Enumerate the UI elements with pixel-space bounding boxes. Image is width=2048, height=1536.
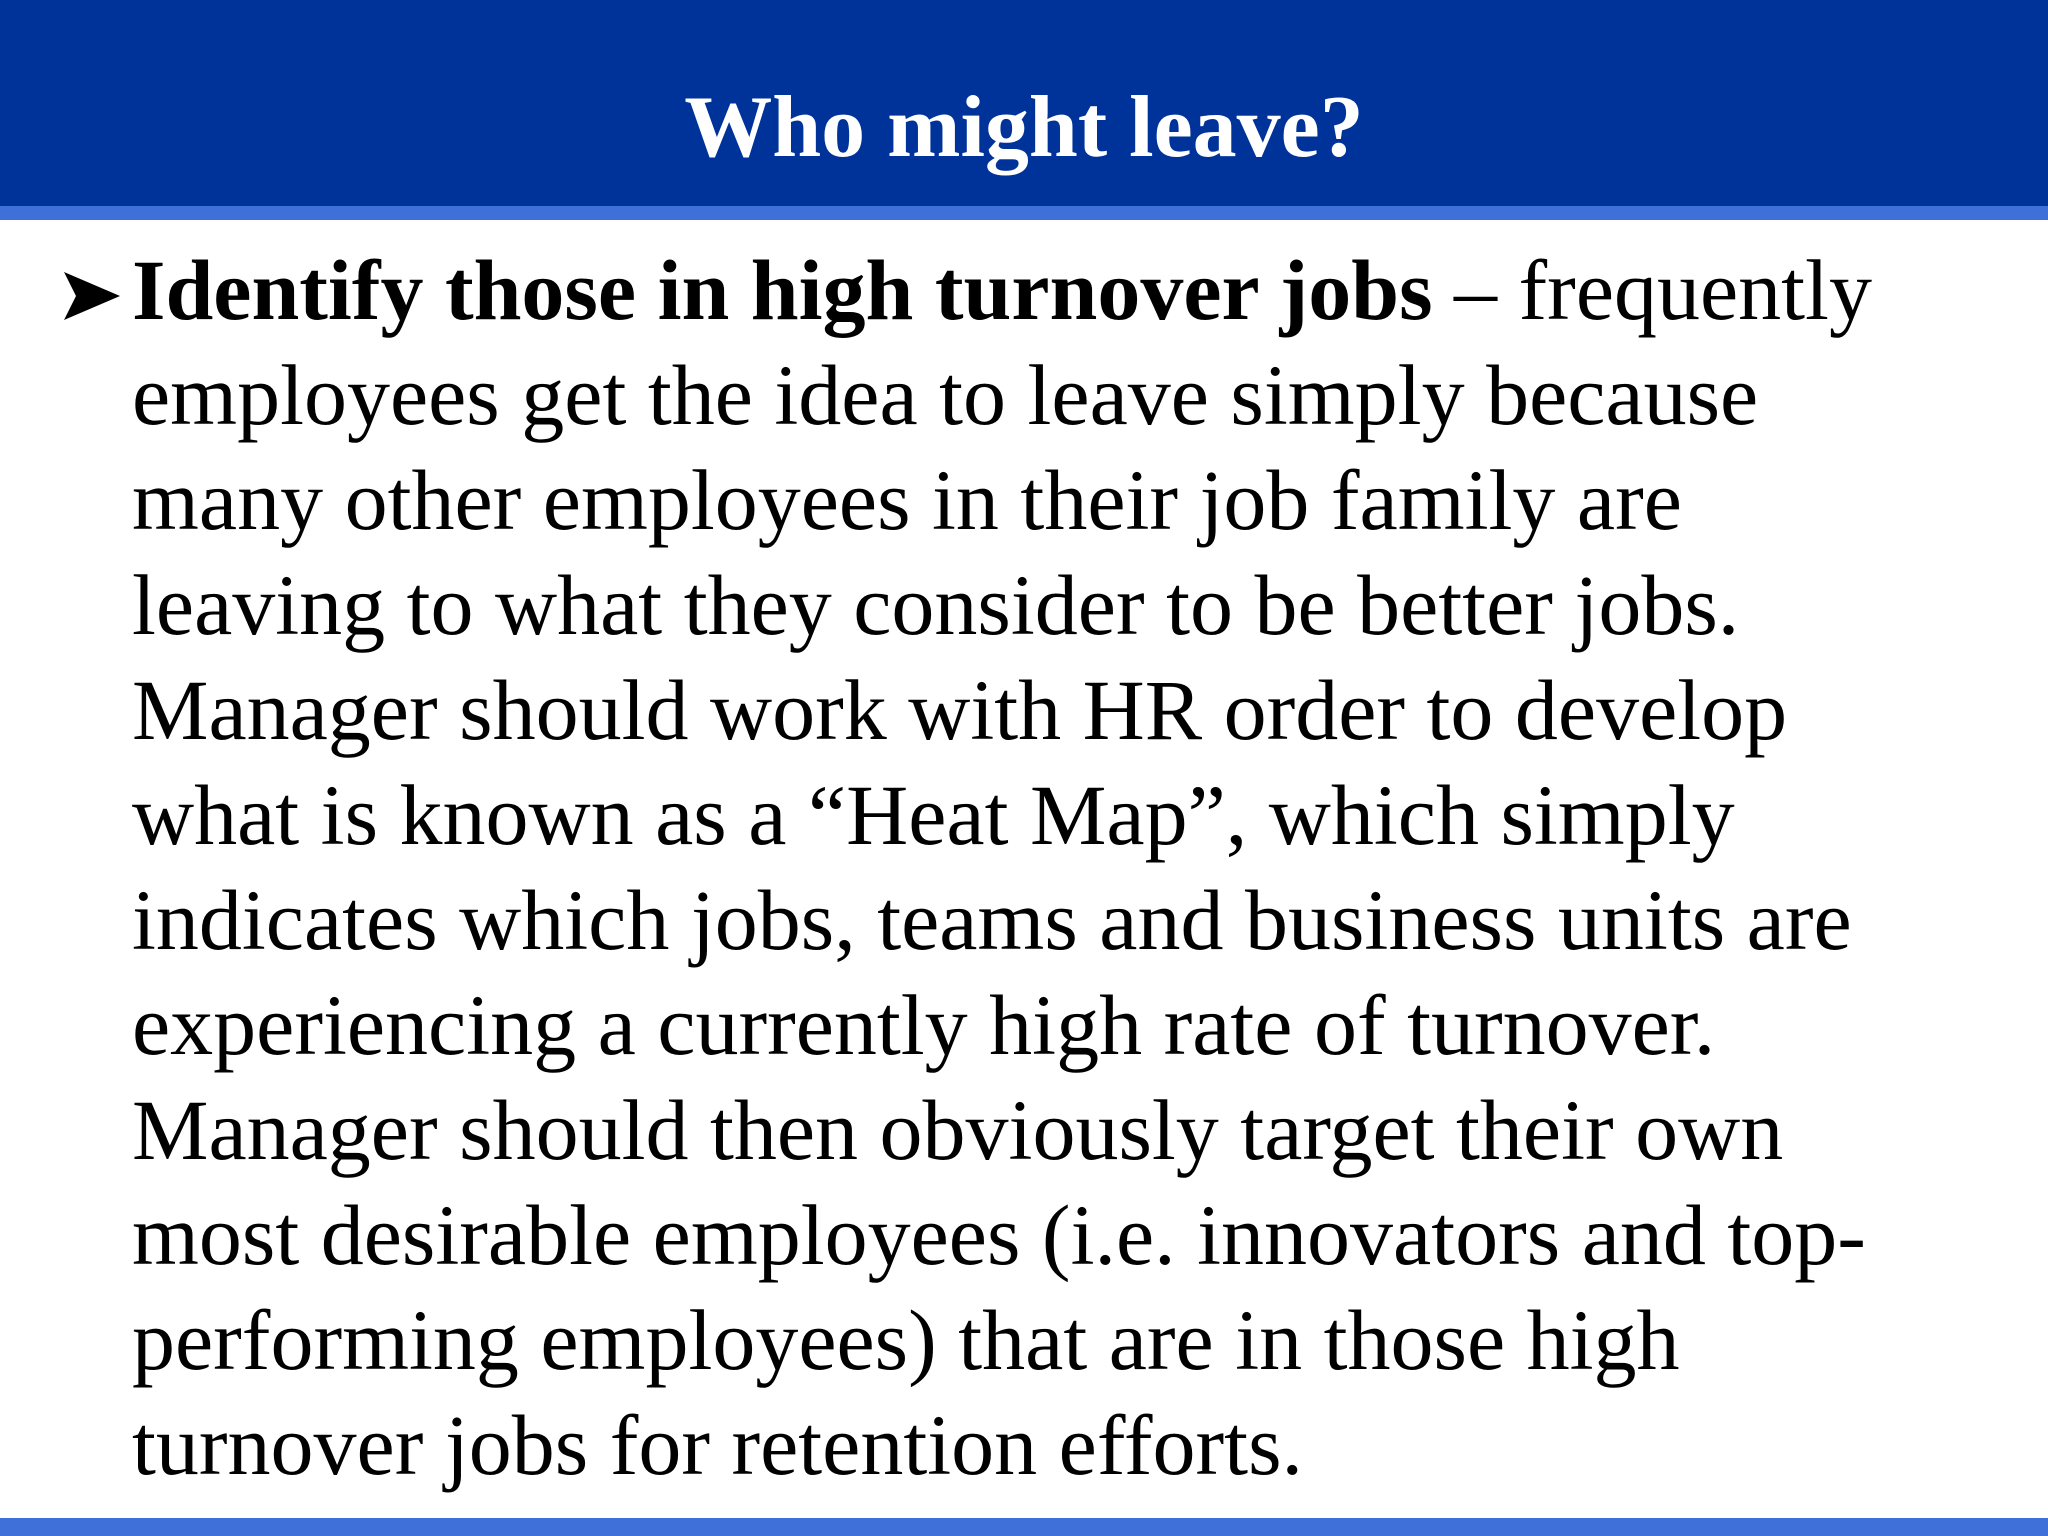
bullet-paragraph	[132, 238, 1990, 1498]
bullet-line: what is known as a “Heat Map”, which simply	[132, 767, 1735, 863]
bullet-item	[60, 238, 1990, 1498]
arrowhead-bullet-icon	[60, 238, 126, 343]
bullet-line: performing employees) that are in those high	[132, 1292, 1680, 1388]
bullet-first-line	[132, 238, 1990, 343]
bullet-first-line-rest: – frequently	[1432, 242, 1872, 338]
bullet-line: Manager should work with HR order to develop	[132, 662, 1788, 758]
bullet-line: experiencing a currently high rate of turnover.	[132, 977, 1716, 1073]
bullet-line: indicates which jobs, teams and business units are	[132, 872, 1852, 968]
title-accent-stripe	[0, 206, 2048, 220]
bullet-line: many other employees in their job family are	[132, 452, 1682, 548]
bullet-line: leaving to what they consider to be better jobs.	[132, 557, 1740, 653]
slide-title: Who might leave?	[684, 79, 1364, 176]
bullet-line: employees get the idea to leave simply because	[132, 347, 1759, 443]
bullet-line: Manager should then obviously target their own	[132, 1082, 1784, 1178]
bullet-line: most desirable employees (i.e. innovators and top-	[132, 1187, 1866, 1283]
bottom-accent-stripe	[0, 1518, 2048, 1536]
bullet-line: turnover jobs for retention efforts.	[132, 1397, 1304, 1493]
bullet-heading: Identify those in high turnover jobs	[132, 242, 1433, 338]
